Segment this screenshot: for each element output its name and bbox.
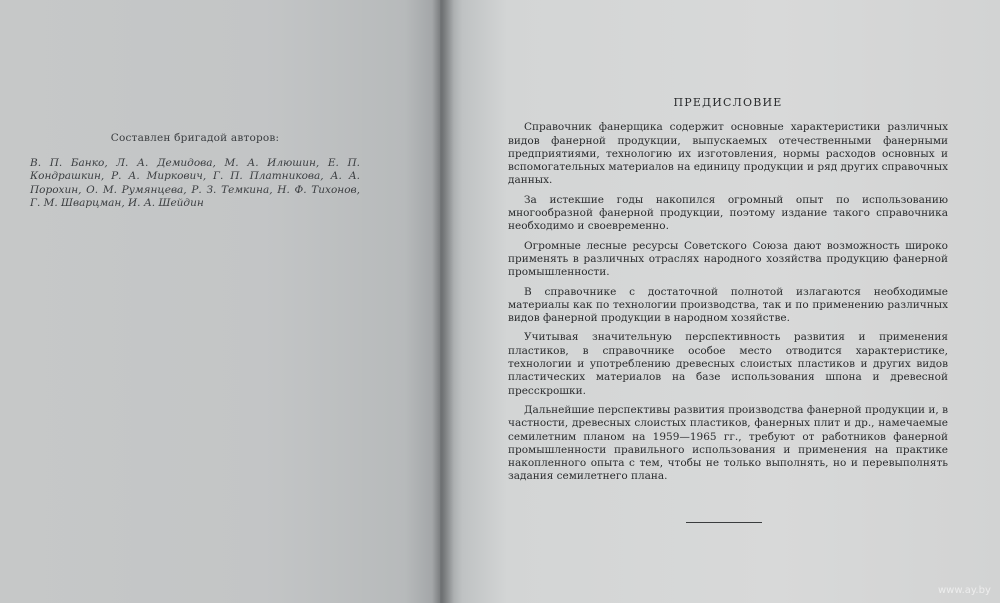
preface-paragraph: За истекшие годы накопился огромный опыт по использованию многообразной фанерной продукции, поэтому издание такого справочника необходимо и своевременно. — [508, 193, 948, 233]
preface-paragraph: Огромные лесные ресурсы Советского Союза дают возможность широко применять в различных отраслях народного хозяйства продукцию фанерной промышленности. — [508, 239, 948, 279]
left-page — [0, 0, 440, 603]
authors-list: В. П. Банко, Л. А. Демидова, М. А. Илюшин, Е. П. Кондрашкин, Р. А. Миркович, Г. П. Платникова, А. А. Порохин, О. М. Румянцева, Р. З. Темкина, Н. Ф. Тихонов, Г. М. Шварцман, И. А. Шейдин — [30, 156, 360, 209]
preface-paragraph: Учитывая значительную перспективность развития и применения пластиков, в справочнике особое место отводится характеристике, технологии и употреблению древесных слоистых пластиков и других видов пластических материалов на базе использования шпона и древесной пресскрошки. — [508, 331, 948, 397]
authors-block — [30, 132, 360, 211]
authors-heading: Составлен бригадой авторов: — [110, 132, 280, 144]
watermark-text: www.ay.by — [938, 585, 991, 596]
preface-title: ПРЕДИСЛОВИЕ — [673, 96, 783, 109]
book-gutter — [432, 0, 454, 603]
preface-paragraph: В справочнике с достаточной полнотой излагаются необходимые материалы как по технологии производства, так и по применению различных видов фанерной продукции в народном хозяйстве. — [508, 285, 948, 325]
preface-paragraph: Справочник фанерщика содержит основные характеристики различных видов фанерной продукции, выпускаемых отечественными фанерными предприятиями, технологию их изготовления, нормы расходов основных и вспомогательных материалов на единицу продукции и ряд других справочных данных. — [508, 121, 948, 187]
preface-paragraph: Дальнейшие перспективы развития производства фанерной продукции и, в частности, древесных слоистых пластиков, фанерных плит и др., намечаемые семилетним планом на 1959—1965 гг., требуют от работников фанерной промышленности правильного использования и применения на практике накопленного опыта с тем, чтобы не только выполнять, но и перевыполнять задания семилетнего плана. — [508, 403, 948, 483]
section-end-rule — [686, 522, 762, 523]
preface-section — [508, 96, 948, 490]
